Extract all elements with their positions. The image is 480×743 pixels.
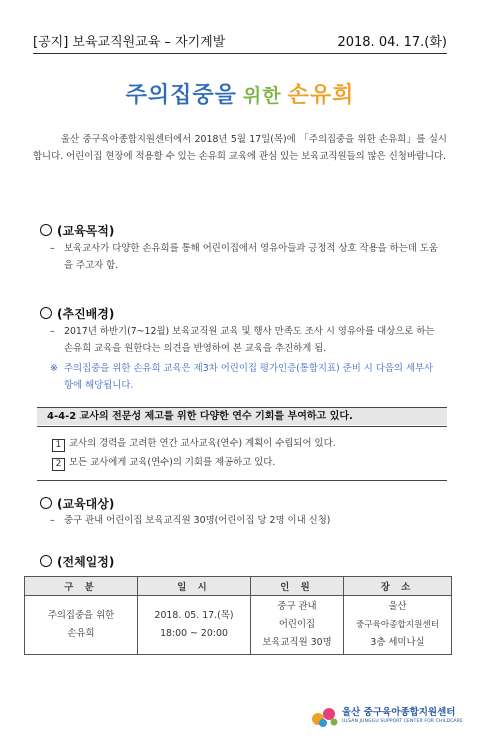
center-logo-icon bbox=[310, 703, 340, 729]
table-header-row bbox=[25, 577, 452, 596]
cell-people: 중구 관내 어린이집 보육교직원 30명 bbox=[251, 596, 344, 655]
purpose-item: – 보육교사가 다양한 손유희를 통해 어린이집에서 영유아들과 긍정적 상호 작용을 하는데 도움을 주고자 함. bbox=[50, 240, 440, 274]
criteria-check-1: 1 교사의 경력을 고려한 연간 교사교육(연수) 계획이 수립되어 있다. bbox=[52, 437, 336, 452]
center-name-en: ULSAN JUNGGU SUPPORT CENTER FOR CHILDCARE bbox=[342, 719, 464, 724]
number-box: 1 bbox=[52, 439, 65, 452]
center-logo bbox=[310, 703, 464, 729]
background-note: ※ 주의집중을 위한 손유희 교육은 제3차 어린이집 평가인증(통합지표) 준비 시 다음의 세부사항에 해당됩니다. bbox=[50, 360, 440, 394]
background-item: – 2017년 하반기(7~12월) 보육교직원 교육 및 행사 만족도 조사 시 영유아를 대상으로 하는 손유희 교육을 원한다는 의견을 반영하여 본 교육을 추진하게 됨. bbox=[50, 323, 440, 357]
circle-bullet-icon bbox=[40, 497, 52, 509]
section-schedule-heading: (전체일정) bbox=[40, 553, 114, 570]
col-header-category: 구 분 bbox=[25, 577, 138, 596]
cell-category: 주의집중을 위한 손유희 bbox=[25, 596, 138, 655]
number-box: 2 bbox=[52, 458, 65, 471]
circle-bullet-icon bbox=[40, 224, 52, 236]
header-date: 2018. 04. 17.(화) bbox=[337, 35, 447, 50]
schedule-table bbox=[24, 576, 452, 655]
target-item: – 중구 관내 어린이집 보육교직원 30명(어린이집 당 2명 이내 신청) bbox=[50, 512, 440, 529]
table-row bbox=[25, 596, 452, 655]
intro-paragraph: 울산 중구육아종합지원센터에서 2018년 5월 17일(목)에 「주의집중을 위한 손유희」를 실시합니다. 어린이집 현장에 적용할 수 있는 손유희 교육에 관심 있는 보육교직원들의 많은 신청바랍니다. bbox=[33, 134, 447, 162]
header-divider bbox=[33, 53, 447, 54]
col-header-place: 장 소 bbox=[344, 577, 452, 596]
col-header-people: 인 원 bbox=[251, 577, 344, 596]
header-category: [공지] 보육교직원교육 – 자기계발 bbox=[33, 35, 226, 50]
page-title bbox=[0, 78, 480, 109]
circle-bullet-icon bbox=[40, 307, 52, 319]
section-target-heading: (교육대상) bbox=[40, 495, 114, 512]
reference-mark: ※ bbox=[50, 363, 58, 374]
dash-bullet: – bbox=[50, 515, 55, 526]
header bbox=[33, 31, 447, 53]
dash-bullet: – bbox=[50, 326, 55, 337]
cell-place: 울산 중구육아종합지원센터 3층 세미나실 bbox=[344, 596, 452, 655]
criteria-mid-line bbox=[37, 426, 447, 427]
criteria-box-title: 4-4-2 교사의 전문성 제고를 위한 다양한 연수 기회를 부여하고 있다. bbox=[37, 408, 447, 425]
criteria-check-2: 2 모든 교사에게 교육(연수)의 기회를 제공하고 있다. bbox=[52, 456, 275, 471]
col-header-datetime: 일 시 bbox=[138, 577, 251, 596]
circle-bullet-icon bbox=[40, 555, 52, 567]
section-background-heading: (추진배경) bbox=[40, 305, 114, 322]
cell-datetime: 2018. 05. 17.(목) 18:00 ~ 20:00 bbox=[138, 596, 251, 655]
section-purpose-heading: (교육목적) bbox=[40, 222, 114, 239]
dash-bullet: – bbox=[50, 243, 55, 254]
title-part3: 손유희 bbox=[287, 83, 355, 108]
title-part1: 주의집중을 bbox=[125, 83, 237, 108]
title-part2: 위한 bbox=[242, 85, 282, 107]
criteria-bottom-line bbox=[37, 480, 447, 481]
center-name-kr: 울산 중구육아종합지원센터 bbox=[342, 707, 456, 718]
